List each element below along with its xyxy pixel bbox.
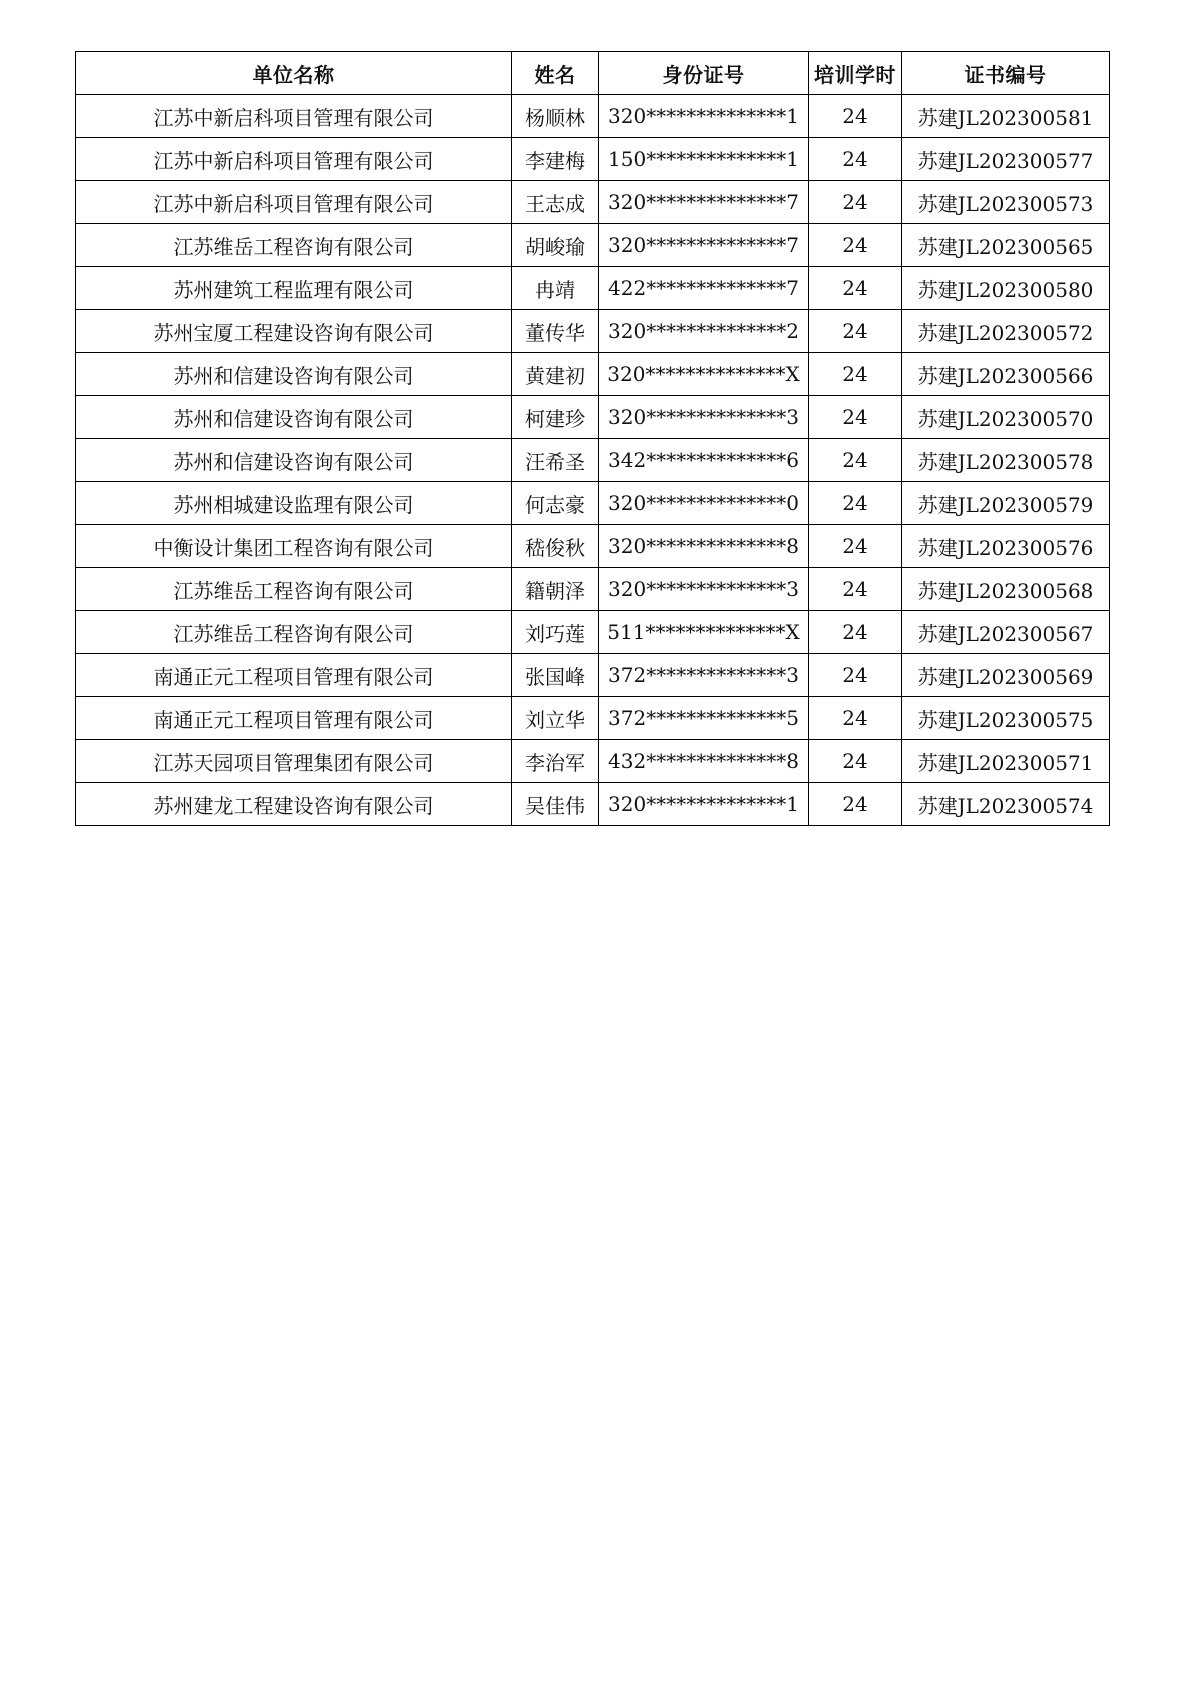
cell-name: 胡峻瑜 — [512, 224, 599, 267]
cell-training-hours: 24 — [809, 224, 902, 267]
cell-id-number: 150**************1 — [599, 138, 809, 181]
table-row — [76, 740, 1110, 783]
cell-id-number: 342**************6 — [599, 439, 809, 482]
cell-training-hours: 24 — [809, 353, 902, 396]
cell-training-hours: 24 — [809, 568, 902, 611]
table-header — [76, 52, 1110, 95]
table-row — [76, 783, 1110, 826]
cell-name: 王志成 — [512, 181, 599, 224]
cell-id-number: 432**************8 — [599, 740, 809, 783]
cell-certificate-no: 苏建JL202300569 — [902, 654, 1110, 697]
cell-id-number: 320**************0 — [599, 482, 809, 525]
cell-name: 嵇俊秋 — [512, 525, 599, 568]
cell-certificate-no: 苏建JL202300565 — [902, 224, 1110, 267]
cell-certificate-no: 苏建JL202300570 — [902, 396, 1110, 439]
cell-training-hours: 24 — [809, 396, 902, 439]
cell-training-hours: 24 — [809, 525, 902, 568]
cell-name: 冉靖 — [512, 267, 599, 310]
cell-unit: 苏州宝厦工程建设咨询有限公司 — [76, 310, 512, 353]
table-row — [76, 224, 1110, 267]
cell-certificate-no: 苏建JL202300581 — [902, 95, 1110, 138]
cell-certificate-no: 苏建JL202300580 — [902, 267, 1110, 310]
cell-id-number: 320**************7 — [599, 224, 809, 267]
cell-unit: 苏州和信建设咨询有限公司 — [76, 396, 512, 439]
cell-name: 张国峰 — [512, 654, 599, 697]
cell-unit: 江苏天园项目管理集团有限公司 — [76, 740, 512, 783]
header-id-number: 身份证号 — [599, 52, 809, 95]
cell-name: 刘巧莲 — [512, 611, 599, 654]
cell-name: 李建梅 — [512, 138, 599, 181]
cell-id-number: 320**************7 — [599, 181, 809, 224]
cell-name: 吴佳伟 — [512, 783, 599, 826]
table-row — [76, 568, 1110, 611]
cell-certificate-no: 苏建JL202300577 — [902, 138, 1110, 181]
header-row — [76, 52, 1110, 95]
cell-certificate-no: 苏建JL202300571 — [902, 740, 1110, 783]
table-row — [76, 482, 1110, 525]
cell-certificate-no: 苏建JL202300568 — [902, 568, 1110, 611]
training-certificate-table — [75, 51, 1110, 826]
cell-id-number: 372**************3 — [599, 654, 809, 697]
cell-certificate-no: 苏建JL202300572 — [902, 310, 1110, 353]
cell-id-number: 320**************8 — [599, 525, 809, 568]
cell-unit: 江苏维岳工程咨询有限公司 — [76, 568, 512, 611]
cell-training-hours: 24 — [809, 611, 902, 654]
cell-id-number: 372**************5 — [599, 697, 809, 740]
table-row — [76, 396, 1110, 439]
cell-name: 董传华 — [512, 310, 599, 353]
header-certificate-no: 证书编号 — [902, 52, 1110, 95]
cell-unit: 中衡设计集团工程咨询有限公司 — [76, 525, 512, 568]
cell-training-hours: 24 — [809, 482, 902, 525]
cell-training-hours: 24 — [809, 138, 902, 181]
cell-certificate-no: 苏建JL202300575 — [902, 697, 1110, 740]
cell-training-hours: 24 — [809, 95, 902, 138]
cell-name: 籍朝泽 — [512, 568, 599, 611]
cell-id-number: 320**************2 — [599, 310, 809, 353]
cell-unit: 江苏中新启科项目管理有限公司 — [76, 95, 512, 138]
cell-certificate-no: 苏建JL202300573 — [902, 181, 1110, 224]
table-row — [76, 181, 1110, 224]
cell-unit: 苏州相城建设监理有限公司 — [76, 482, 512, 525]
cell-id-number: 320**************1 — [599, 783, 809, 826]
cell-unit: 江苏中新启科项目管理有限公司 — [76, 181, 512, 224]
cell-name: 何志豪 — [512, 482, 599, 525]
table-row — [76, 697, 1110, 740]
cell-unit: 江苏维岳工程咨询有限公司 — [76, 224, 512, 267]
table-row — [76, 654, 1110, 697]
cell-certificate-no: 苏建JL202300566 — [902, 353, 1110, 396]
cell-training-hours: 24 — [809, 697, 902, 740]
table-row — [76, 95, 1110, 138]
cell-certificate-no: 苏建JL202300574 — [902, 783, 1110, 826]
cell-unit: 南通正元工程项目管理有限公司 — [76, 654, 512, 697]
cell-name: 汪希圣 — [512, 439, 599, 482]
cell-name: 刘立华 — [512, 697, 599, 740]
cell-certificate-no: 苏建JL202300567 — [902, 611, 1110, 654]
cell-unit: 苏州建龙工程建设咨询有限公司 — [76, 783, 512, 826]
cell-name: 李治军 — [512, 740, 599, 783]
cell-training-hours: 24 — [809, 181, 902, 224]
cell-name: 杨顺林 — [512, 95, 599, 138]
header-unit: 单位名称 — [76, 52, 512, 95]
cell-name: 柯建珍 — [512, 396, 599, 439]
header-name: 姓名 — [512, 52, 599, 95]
cell-unit: 苏州和信建设咨询有限公司 — [76, 353, 512, 396]
cell-certificate-no: 苏建JL202300579 — [902, 482, 1110, 525]
cell-unit: 苏州和信建设咨询有限公司 — [76, 439, 512, 482]
table-row — [76, 138, 1110, 181]
cell-training-hours: 24 — [809, 783, 902, 826]
cell-training-hours: 24 — [809, 439, 902, 482]
table-row — [76, 310, 1110, 353]
cell-id-number: 320**************3 — [599, 568, 809, 611]
table-row — [76, 353, 1110, 396]
cell-id-number: 511**************X — [599, 611, 809, 654]
cell-name: 黄建初 — [512, 353, 599, 396]
table-row — [76, 439, 1110, 482]
cell-unit: 苏州建筑工程监理有限公司 — [76, 267, 512, 310]
cell-unit: 南通正元工程项目管理有限公司 — [76, 697, 512, 740]
header-training-hours: 培训学时 — [809, 52, 902, 95]
cell-unit: 江苏维岳工程咨询有限公司 — [76, 611, 512, 654]
table-body — [76, 95, 1110, 826]
cell-id-number: 320**************X — [599, 353, 809, 396]
table-row — [76, 525, 1110, 568]
cell-certificate-no: 苏建JL202300576 — [902, 525, 1110, 568]
cell-certificate-no: 苏建JL202300578 — [902, 439, 1110, 482]
table-row — [76, 267, 1110, 310]
cell-training-hours: 24 — [809, 267, 902, 310]
cell-training-hours: 24 — [809, 310, 902, 353]
cell-training-hours: 24 — [809, 654, 902, 697]
cell-id-number: 320**************1 — [599, 95, 809, 138]
cell-id-number: 320**************3 — [599, 396, 809, 439]
table-row — [76, 611, 1110, 654]
cell-unit: 江苏中新启科项目管理有限公司 — [76, 138, 512, 181]
cell-id-number: 422**************7 — [599, 267, 809, 310]
cell-training-hours: 24 — [809, 740, 902, 783]
